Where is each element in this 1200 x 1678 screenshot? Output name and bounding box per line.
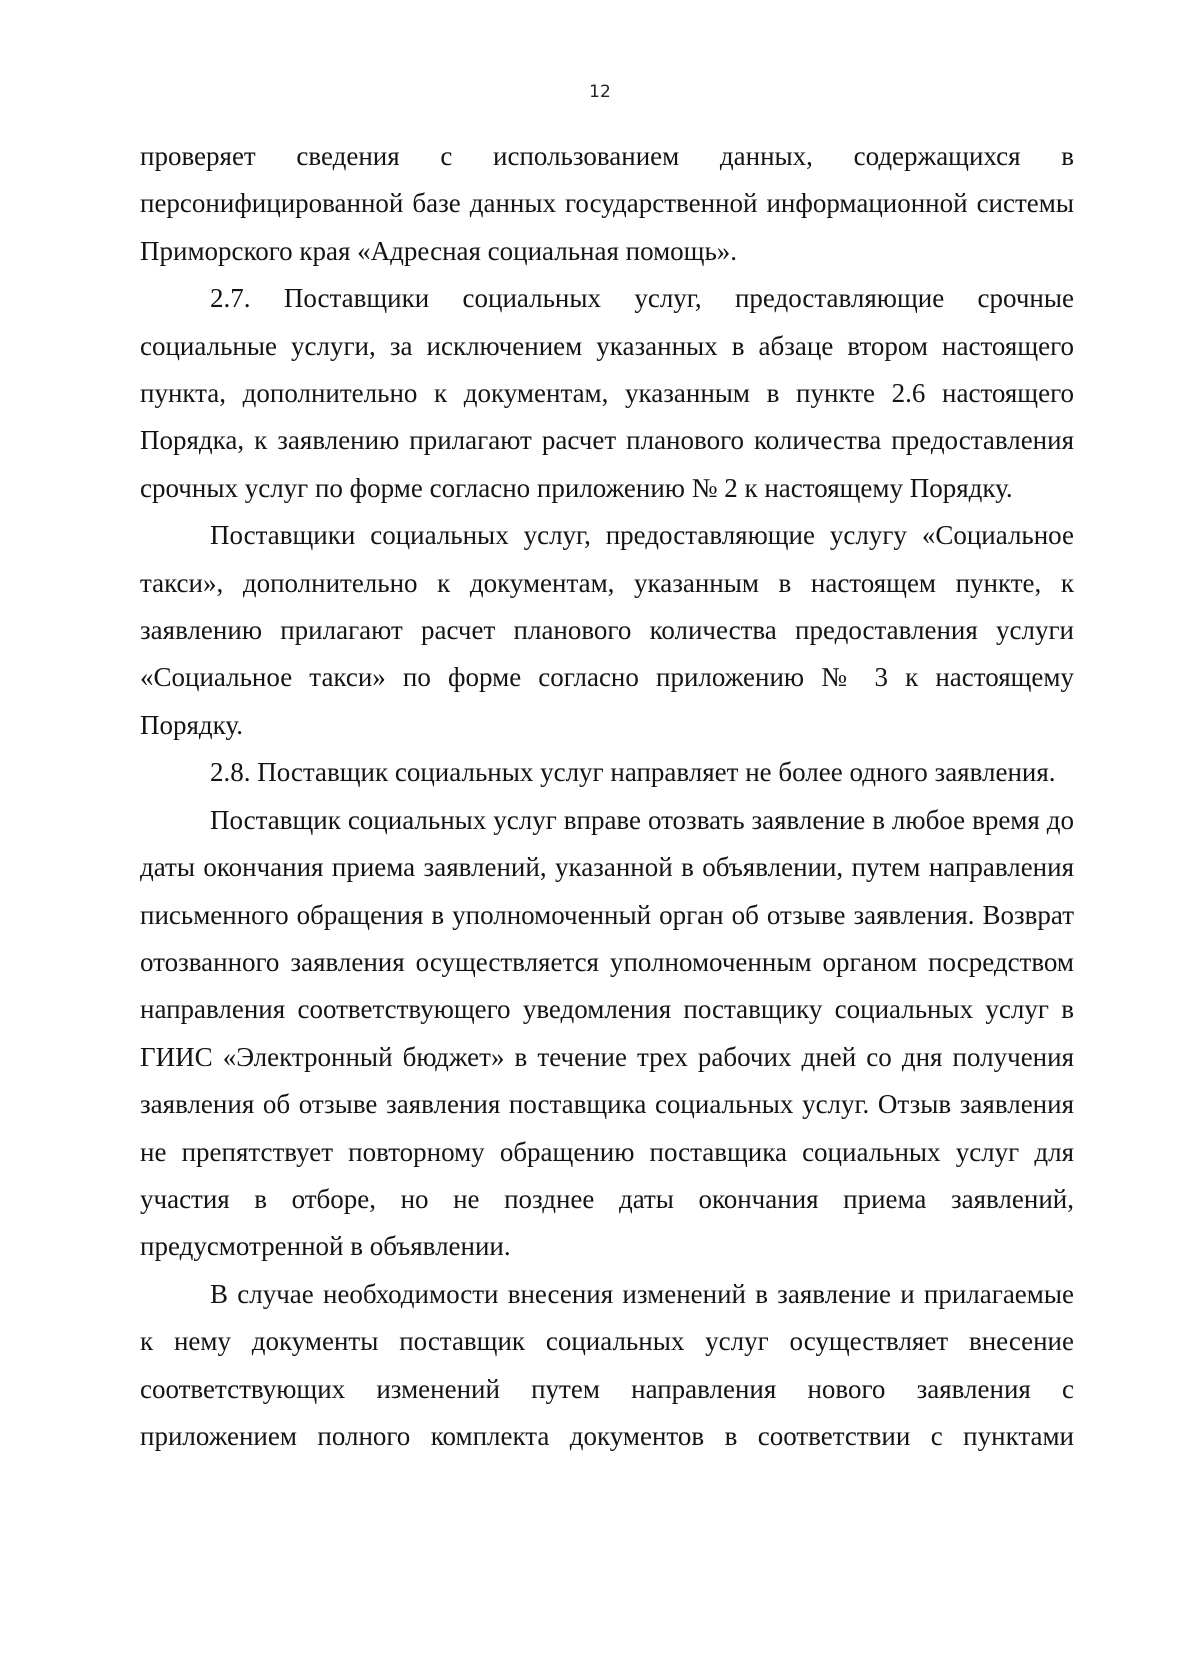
paragraph-social-taxi: Поставщики социальных услуг, предоставляющие услугу «Социальное такси», дополнительно к документам, указанным в настоящем пункте, к заявлению прилагают расчет планового количества предоставления услуги «Социальное такси» по форме согласно приложению № 3 к настоящему Порядку. bbox=[140, 520, 1074, 740]
paragraph-2-8: 2.8. Поставщик социальных услуг направляет не более одного заявления. bbox=[210, 757, 1056, 788]
paragraph-2-7: 2.7. Поставщики социальных услуг, предоставляющие срочные социальные услуги, за исключением указанных в абзаце втором настоящего пункта, дополнительно к документам, указанным в пункте 2.6 настоящего Порядка, к заявлению прилагают расчет планового количества предоставления срочных услуг по форме согласно приложению № 2 к настоящему Порядку. bbox=[140, 283, 1074, 503]
document-body bbox=[140, 133, 1074, 1460]
paragraph-withdrawal: Поставщик социальных услуг вправе отозвать заявление в любое время до даты окончания приема заявлений, указанной в объявлении, путем направления письменного обращения в уполномоченный орган об отзыве заявления. Возврат отозванного заявления осуществляется уполномоченным органом посредством направления соответствующего уведомления поставщику социальных услуг в ГИИС «Электронный бюджет» в течение трех рабочих дней со дня получения заявления об отзыве заявления поставщика социальных услуг. Отзыв заявления не препятствует повторному обращению поставщика социальных услуг для участия в отборе, но не позднее даты окончания приема заявлений, предусмотренной в объявлении. bbox=[140, 804, 1074, 1262]
page-number: 12 bbox=[589, 82, 611, 102]
paragraph-continuation: проверяет сведения с использованием данных, содержащихся в персонифицированной базе данных государственной информационной системы Приморского края «Адресная социальная помощь». bbox=[140, 141, 1074, 266]
paragraph-amendments: В случае необходимости внесения изменений в заявление и прилагаемые к нему документы поставщик социальных услуг осуществляет внесение соответствующих изменений путем направления нового заявления с приложением полного комплекта документов в соответствии с пунктами bbox=[140, 1278, 1074, 1451]
